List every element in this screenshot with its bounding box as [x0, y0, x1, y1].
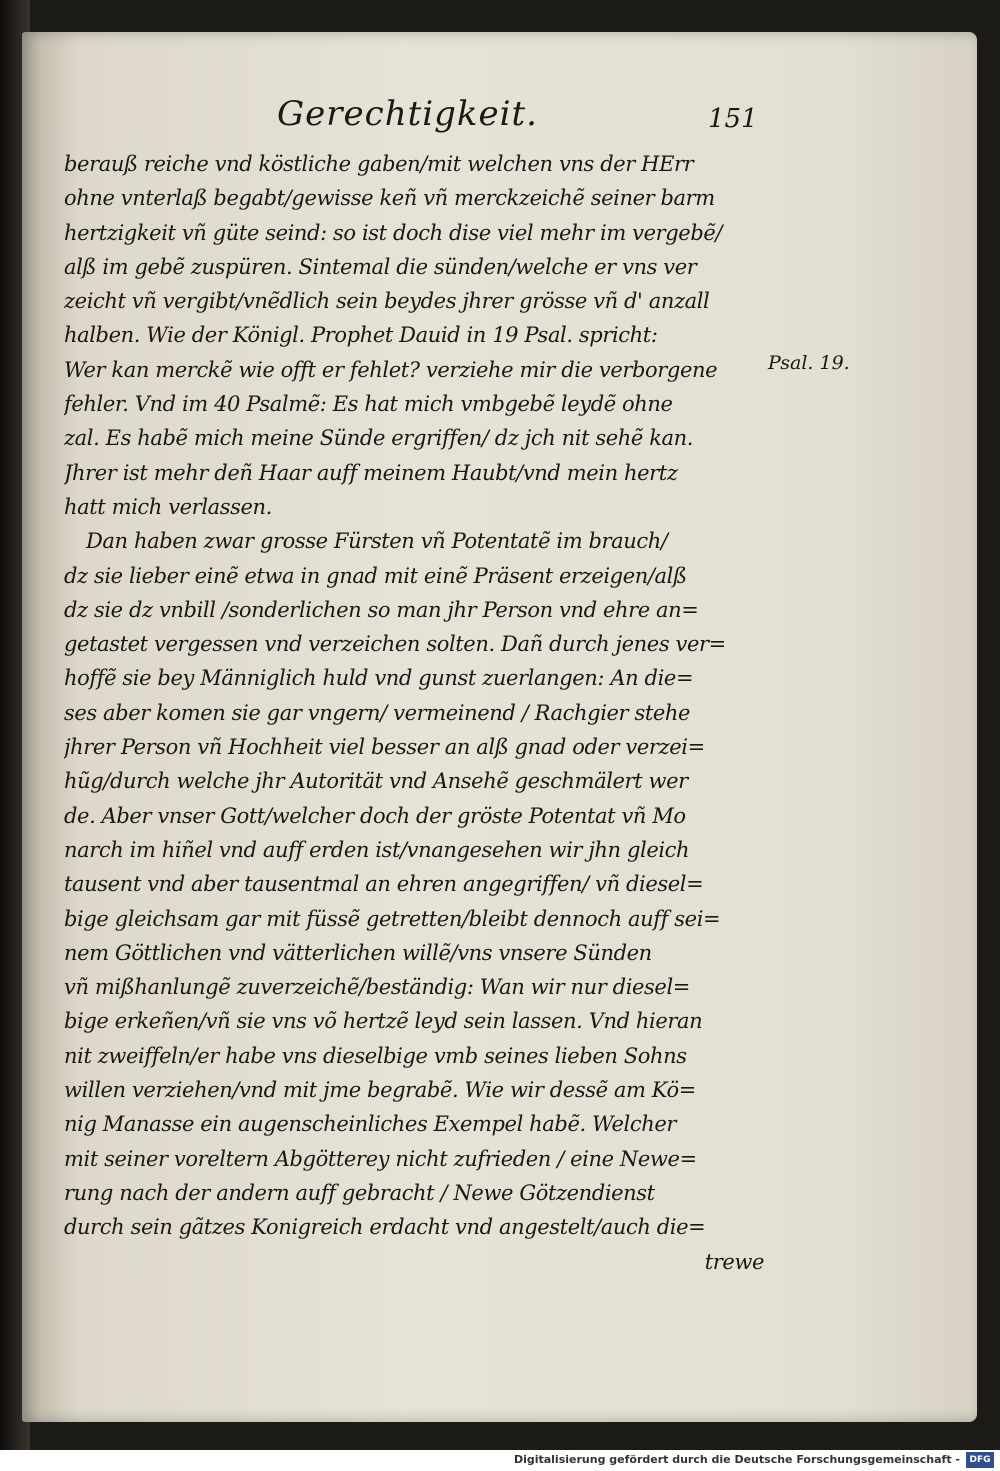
text-line: bige gleichsam gar mit füssẽ getretten/bleibt dennoch auff sei= [64, 906, 721, 931]
running-title: Gerechtigkeit. [277, 94, 538, 134]
text-line: mit seiner voreltern Abgötterey nicht zufrieden / eine Newe= [64, 1146, 697, 1171]
text-line: zeicht vñ vergibt/vnẽdlich sein beydes jhrer grösse vñ d' anzall [64, 289, 710, 314]
text-line: hatt mich verlassen. [64, 494, 272, 519]
text-line: Jhrer ist mehr deñ Haar auff meinem Haubt/vnd mein hertz [64, 460, 678, 485]
text-line: hertzigkeit vñ güte seind: so ist doch dise viel mehr im vergebẽ/ [64, 220, 723, 245]
text-line: zal. Es habẽ mich meine Sünde ergriffen/ dz jch nit sehẽ kan. [64, 426, 694, 451]
text-line: nem Göttlichen vnd vätterlichen willẽ/vns vnsere Sünden [64, 940, 652, 965]
text-line: vñ mißhanlungẽ zuverzeichẽ/beständig: Wan wir nur diesel= [64, 975, 690, 1000]
text-line: Wer kan merckẽ wie offt er fehlet? verziehe mir die verborgene [64, 357, 718, 382]
dfg-logo-icon: DFG [966, 1452, 994, 1468]
paragraph-start-line: Dan haben zwar grosse Fürsten vñ Potentatẽ im brauch/ [86, 529, 668, 554]
text-line: de. Aber vnser Gott/welcher doch der gröste Potentat vñ Mo [64, 803, 686, 828]
text-line: durch sein gãtzes Konigreich erdacht vnd angestelt/auch die= [64, 1215, 706, 1240]
text-line: dz sie lieber einẽ etwa in gnad mit einẽ Präsent erzeigen/alß [64, 563, 687, 588]
text-line: tausent vnd aber tausentmal an ehren angegriffen/ vñ diesel= [64, 872, 704, 897]
text-line: ses aber komen sie gar vngern/ vermeinend / Rachgier stehe [64, 700, 691, 725]
text-line: alß im gebẽ zuspüren. Sintemal die sünden/welche er vns ver [64, 254, 697, 279]
text-line: jhrer Person vñ Hochheit viel besser an alß gnad oder verzei= [64, 735, 705, 760]
text-line: nig Manasse ein augenscheinliches Exempel habẽ. Welcher [64, 1112, 677, 1137]
text-line: hũg/durch welche jhr Autorität vnd Ansehẽ geschmälert wer [64, 769, 688, 794]
text-line: hoffẽ sie bey Männiglich huld vnd gunst zuerlangen: An die= [64, 666, 694, 691]
text-line: halben. Wie der Königl. Prophet Dauid in 19 Psal. spricht: [64, 323, 658, 348]
page-number: 151 [708, 104, 758, 134]
paper-page [22, 32, 977, 1422]
text-line: nit zweiffeln/er habe vns dieselbige vmb seines lieben Sohns [64, 1043, 687, 1068]
footer-bar [0, 1450, 1000, 1471]
text-line: ohne vnterlaß begabt/gewisse keñ vñ merckzeichẽ seiner barm [64, 186, 715, 211]
text-line: narch im hiñel vnd auff erden ist/vnangesehen wir jhn gleich [64, 837, 690, 862]
text-line: fehler. Vnd im 40 Psalmẽ: Es hat mich vmbgebẽ leydẽ ohne [64, 392, 673, 417]
funding-note: Digitalisierung gefördert durch die Deutsche Forschungsgemeinschaft - [513, 1453, 960, 1466]
body-text [64, 147, 764, 1279]
text-line: rung nach der andern auff gebracht / Newe Götzendienst [64, 1180, 655, 1205]
margin-note: Psal. 19. [768, 352, 850, 374]
text-line: berauß reiche vnd köstliche gaben/mit welchen vns der HErr [64, 152, 694, 176]
text-line: dz sie dz vnbill /sonderlichen so man jhr Person vnd ehre an= [64, 597, 699, 622]
text-line: willen verziehen/vnd mit jme begrabẽ. Wie wir dessẽ am Kö= [64, 1078, 696, 1103]
text-line: bige erkeñen/vñ sie vns võ hertzẽ leyd sein lassen. Vnd hieran [64, 1009, 703, 1034]
catchword: trewe [704, 1249, 764, 1274]
text-line: getastet vergessen vnd verzeichen solten. Dañ durch jenes ver= [64, 632, 726, 657]
